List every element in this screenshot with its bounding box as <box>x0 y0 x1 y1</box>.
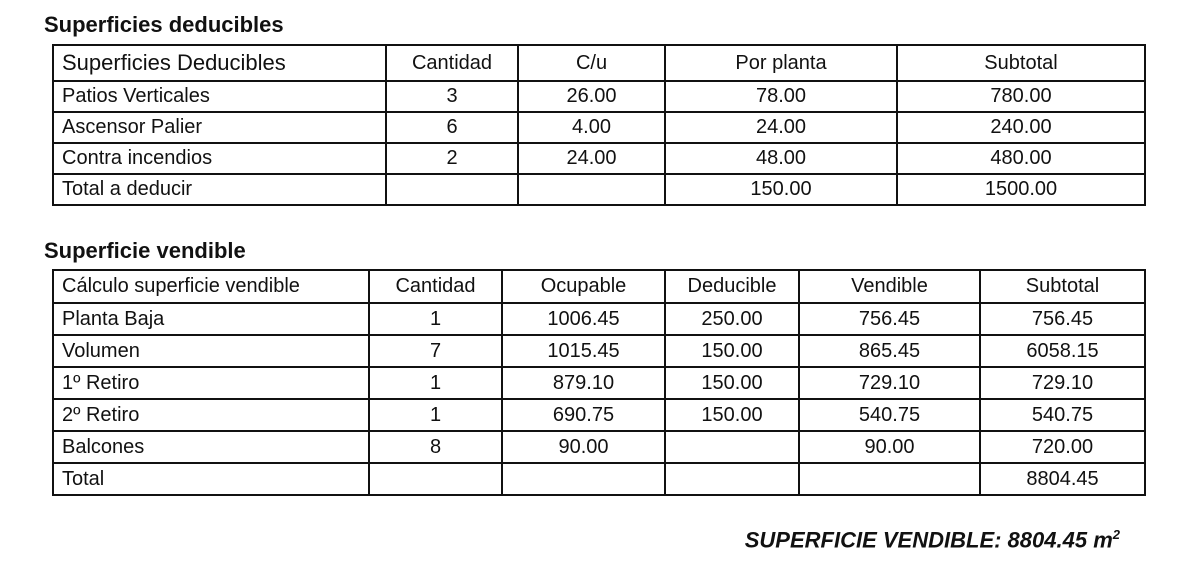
summary-total <box>745 527 1120 553</box>
deducibles-col-name: Superficies Deducibles <box>53 45 386 81</box>
deducibles-section-title: Superficies deducibles <box>44 12 284 37</box>
table-cell: 756.45 <box>799 303 980 335</box>
table-cell <box>665 431 799 463</box>
table-cell: 7 <box>369 335 502 367</box>
table-row <box>53 112 1145 143</box>
table-cell: 729.10 <box>980 367 1145 399</box>
table-cell: 48.00 <box>665 143 897 174</box>
deducibles-col-cu: C/u <box>518 45 665 81</box>
table-row <box>53 143 1145 174</box>
table-cell: 540.75 <box>980 399 1145 431</box>
table-cell: 240.00 <box>897 112 1145 143</box>
deducibles-col-subtotal: Subtotal <box>897 45 1145 81</box>
table-cell: 90.00 <box>799 431 980 463</box>
table-cell: 480.00 <box>897 143 1145 174</box>
deducibles-header-row <box>53 45 1145 81</box>
table-cell <box>665 463 799 495</box>
table-cell: 780.00 <box>897 81 1145 112</box>
vendible-col-deducible: Deducible <box>665 270 799 303</box>
table-cell: 879.10 <box>502 367 665 399</box>
table-cell: 1500.00 <box>897 174 1145 205</box>
table-row <box>53 367 1145 399</box>
table-cell: 6058.15 <box>980 335 1145 367</box>
table-cell: 6 <box>386 112 518 143</box>
summary-exponent: 2 <box>1112 527 1120 542</box>
table-cell <box>518 174 665 205</box>
table-cell: Patios Verticales <box>53 81 386 112</box>
table-cell: Total <box>53 463 369 495</box>
table-cell: 150.00 <box>665 367 799 399</box>
table-cell: 24.00 <box>665 112 897 143</box>
table-cell: 8 <box>369 431 502 463</box>
table-row <box>53 431 1145 463</box>
vendible-header-row <box>53 270 1145 303</box>
table-cell: 540.75 <box>799 399 980 431</box>
table-cell: Ascensor Palier <box>53 112 386 143</box>
vendible-col-ocupable: Ocupable <box>502 270 665 303</box>
table-cell: 150.00 <box>665 174 897 205</box>
table-cell: 690.75 <box>502 399 665 431</box>
table-cell: Volumen <box>53 335 369 367</box>
vendible-col-vendible: Vendible <box>799 270 980 303</box>
table-row <box>53 335 1145 367</box>
vendible-section-title: Superficie vendible <box>44 238 246 263</box>
vendible-col-name: Cálculo superficie vendible <box>53 270 369 303</box>
table-cell: 24.00 <box>518 143 665 174</box>
table-cell <box>799 463 980 495</box>
table-cell: 1 <box>369 303 502 335</box>
table-cell: 1006.45 <box>502 303 665 335</box>
table-cell: 865.45 <box>799 335 980 367</box>
table-total-row <box>53 463 1145 495</box>
vendible-col-cantidad: Cantidad <box>369 270 502 303</box>
table-cell: 1 <box>369 399 502 431</box>
table-cell: 720.00 <box>980 431 1145 463</box>
table-total-row <box>53 174 1145 205</box>
vendible-table <box>52 269 1146 496</box>
table-cell: Contra incendios <box>53 143 386 174</box>
table-cell: 1015.45 <box>502 335 665 367</box>
table-cell: 150.00 <box>665 399 799 431</box>
table-cell: 1º Retiro <box>53 367 369 399</box>
table-row <box>53 399 1145 431</box>
table-cell: 756.45 <box>980 303 1145 335</box>
table-cell <box>369 463 502 495</box>
table-cell: 8804.45 <box>980 463 1145 495</box>
table-cell: 3 <box>386 81 518 112</box>
deducibles-table <box>52 44 1146 206</box>
table-cell: 2 <box>386 143 518 174</box>
table-cell: 4.00 <box>518 112 665 143</box>
table-cell: 729.10 <box>799 367 980 399</box>
table-cell: 150.00 <box>665 335 799 367</box>
table-cell: 2º Retiro <box>53 399 369 431</box>
vendible-col-subtotal: Subtotal <box>980 270 1145 303</box>
table-cell: 1 <box>369 367 502 399</box>
table-cell <box>502 463 665 495</box>
table-cell <box>386 174 518 205</box>
table-row <box>53 303 1145 335</box>
table-cell: 90.00 <box>502 431 665 463</box>
deducibles-col-cantidad: Cantidad <box>386 45 518 81</box>
table-cell: Balcones <box>53 431 369 463</box>
table-cell: 78.00 <box>665 81 897 112</box>
table-row <box>53 81 1145 112</box>
deducibles-col-por-planta: Por planta <box>665 45 897 81</box>
table-cell: 26.00 <box>518 81 665 112</box>
table-cell: Total a deducir <box>53 174 386 205</box>
table-cell: Planta Baja <box>53 303 369 335</box>
summary-label: SUPERFICIE VENDIBLE: 8804.45 m <box>744 527 1113 553</box>
table-cell: 250.00 <box>665 303 799 335</box>
